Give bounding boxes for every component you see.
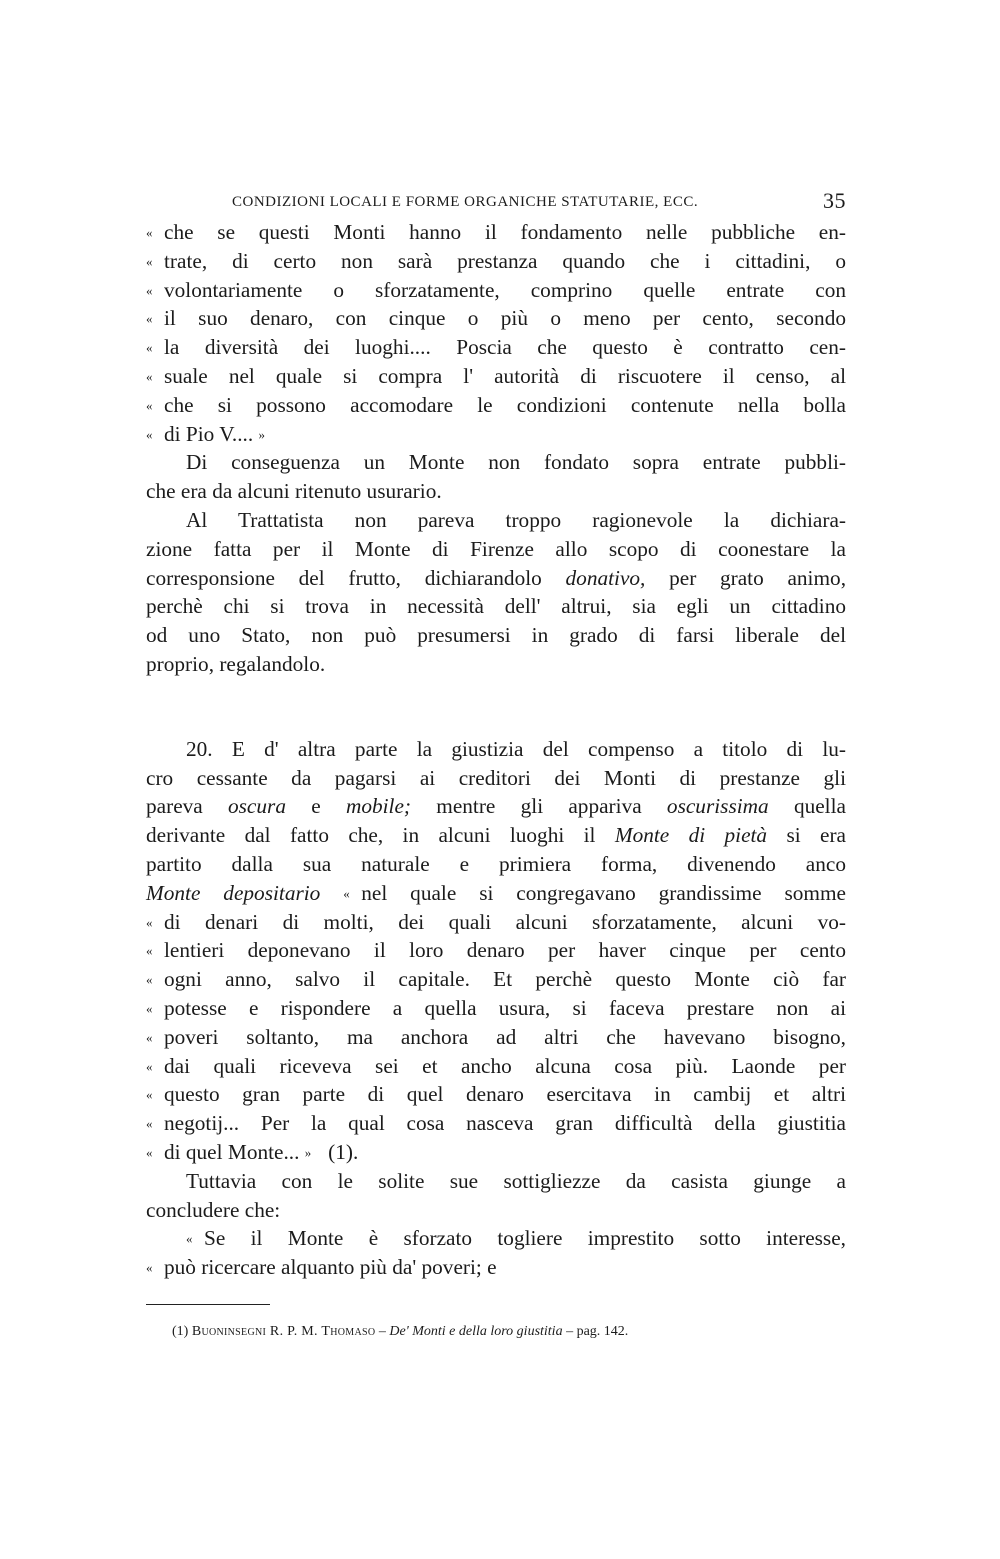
text-line: « questo gran parte di quel denaro esercitava in cambij et altri [146,1080,846,1109]
text-line: « dai quali riceveva sei et ancho alcuna cosa più. Laonde per [146,1052,846,1081]
paragraph-quote-1 [146,218,846,448]
text-line: « di quel Monte... » (1). [146,1138,846,1167]
quote-mark: « [146,1144,153,1160]
quote-mark: « [146,253,153,269]
text-line: « la diversità dei luoghi.... Poscia che questo è contratto cen- [146,333,846,362]
quote-mark: « [146,1116,153,1132]
text-line: od uno Stato, non può presumersi in grado di farsi liberale del [146,623,846,648]
quote-mark: « [146,1260,153,1276]
text-line: Tuttavia con le solite sue sottigliezze da casista giunge a [186,1168,846,1193]
text-line: « negotij... Per la qual cosa nasceva gran difficultà della giustitia [146,1109,846,1138]
footnote-author: Buoninsegni R. P. M. Thomaso [191,1324,376,1339]
text-line: « che si possono accomodare le condizioni contenute nella bolla [146,391,846,420]
footnote [172,1324,628,1340]
text-line: proprio, regalandolo. [146,651,326,676]
text-line: corresponsione del frutto, dichiarandolo donativo, per grato animo, [146,565,847,590]
footnote-title: De' Monti e della loro giustitia [389,1324,563,1339]
footnote-separator: – [566,1324,574,1339]
quote-mark: « [343,885,350,901]
text-line: che era da alcuni ritenuto usurario. [146,479,442,504]
quote-mark: « [146,914,153,930]
italic-term: mobile; [345,794,411,819]
paragraph-2 [146,448,846,506]
italic-term: oscurissima [666,794,769,819]
text-line: « volontariamente o sforzatamente, comprino quelle entrate con [146,276,846,305]
quote-mark: « [146,397,153,413]
text-line: « potesse e rispondere a quella usura, si faceva prestare non ai [146,994,846,1023]
text-line: pareva oscura e mobile; mentre gli appariva oscurissima quella [146,794,846,819]
page-number: 35 [823,188,846,213]
quote-mark: « [146,311,153,327]
quote-mark: « [146,943,153,959]
text-line: zione fatta per il Monte di Firenze allo scopo di coonestare la [146,536,846,561]
text-line: perchè chi si trova in necessità dell' altrui, sia egli un cittadino [146,594,846,619]
quote-mark: « [146,225,153,240]
italic-term: Monte di pietà [614,823,768,848]
quote-mark: « [146,368,153,384]
footnote-divider [146,1304,270,1305]
text-line: Di conseguenza un Monte non fondato sopra entrate pubbli- [186,450,846,475]
footnote-page: pag. 142. [576,1324,629,1339]
text-line: « trate, di certo non sarà prestanza quando che i cittadini, o [146,247,846,276]
text-line: Monte depositario « nel quale si congregavano grandissime somme [146,879,846,908]
text-line: « Se il Monte è sforzato togliere imprestito sotto interesse, [146,1224,846,1253]
footnote-marker: (1) [172,1324,189,1339]
text-line: « può ricercare alquanto più da' poveri; e [146,1253,846,1282]
text-line: « ogni anno, salvo il capitale. Et perchè questo Monte ciò far [146,965,846,994]
italic-term: donativo, [565,565,646,590]
italic-term: oscura [228,794,286,819]
text-line: 20. E d' altra parte la giustizia del compenso a titolo di lu- [186,736,846,761]
quote-mark: « [146,282,153,298]
running-head [146,188,846,218]
text-line: « di denari di molti, dei quali alcuni sforzatamente, alcuni vo- [146,908,846,937]
text-line: « poveri soltanto, ma anchora ad altri che havevano bisogno, [146,1023,846,1052]
close-quote-mark: » [258,426,265,442]
footnote-reference: (1). [328,1139,359,1164]
quote-mark: « [146,426,153,442]
text-line: « suale nel quale si compra l' autorità di riscuotere il censo, al [146,362,846,391]
paragraph-5 [146,1167,846,1225]
text-line: « che se questi Monti hanno il fondamento nelle pubbliche en- [146,218,846,247]
text-line: partito dalla sua naturale e primiera forma, divenendo anco [146,851,846,876]
footnote-separator: – [378,1324,386,1339]
quote-mark: « [146,1029,153,1045]
paragraph-20 [146,735,846,1167]
close-quote-mark: » [304,1144,312,1160]
quote-mark: « [146,1058,153,1074]
quote-mark: « [186,1231,193,1247]
text-line: « il suo denaro, con cinque o più o meno per cento, secondo [146,304,846,333]
text-line: cro cessante da pagarsi ai creditori dei Monti di prestanze gli [146,765,846,790]
quote-mark: « [146,1000,153,1016]
quote-mark: « [146,340,153,356]
paragraph-6 [146,1224,846,1282]
text-line: derivante dal fatto che, in alcuni luoghi il Monte di pietà si era [146,823,847,848]
text-line: Al Trattatista non pareva troppo ragionevole la dichiara- [186,507,846,532]
paragraph-3 [146,506,846,679]
body-text [146,218,846,1282]
page [146,188,846,1282]
running-title: CONDIZIONI LOCALI E FORME ORGANICHE STATUTARIE, ECC. [232,194,699,210]
quote-mark: « [146,1087,153,1103]
quote-mark: « [146,972,153,988]
text-line: « lentieri deponevano il loro denaro per haver cinque per cento [146,936,846,965]
italic-term: Monte depositario [146,880,321,905]
text-line: « di Pio V.... » [146,420,846,449]
text-line: concludere che: [146,1197,281,1222]
